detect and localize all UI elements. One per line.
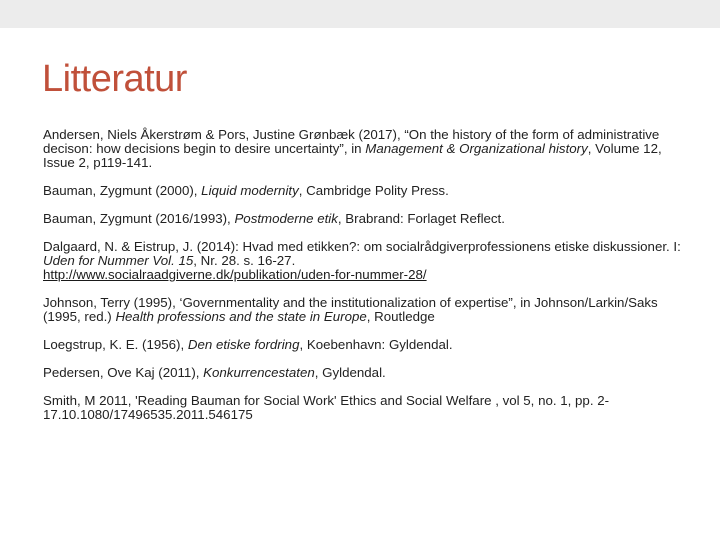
reference-title: Uden for Nummer Vol. 15 bbox=[43, 253, 194, 268]
reference-text: , Routledge bbox=[366, 309, 435, 324]
reference-text: Bauman, Zygmunt (2000), bbox=[43, 183, 202, 198]
reference-item bbox=[43, 338, 683, 352]
reference-text: Johnson, Terry (1995), ‘Governmentality and the institutionalization of expertise”, in Johnson/Larkin/Saks (1995, red.) bbox=[43, 295, 658, 324]
slide-title: Litteratur bbox=[42, 58, 187, 100]
reference-text: Pedersen, Ove Kaj (2011), bbox=[43, 365, 204, 380]
reference-item bbox=[43, 394, 683, 422]
reference-title: Liquid modernity bbox=[201, 183, 299, 198]
reference-text: , Brabrand: Forlaget Reflect. bbox=[337, 211, 505, 226]
reference-item bbox=[43, 240, 683, 282]
reference-item bbox=[43, 212, 683, 226]
reference-link[interactable]: http://www.socialraadgiverne.dk/publikation/uden-for-nummer-28/ bbox=[43, 267, 427, 282]
reference-title: Management & Organizational history bbox=[365, 141, 588, 156]
reference-text: Dalgaard, N. & Eistrup, J. (2014): Hvad med etikken?: om socialrådgiverprofessionens etiske diskussioner. I: bbox=[43, 239, 681, 254]
reference-text: Smith, M 2011, 'Reading Bauman for Social Work' Ethics and Social Welfare , vol 5, no. 1, pp. 2-17.10.1080/17496535.2011.546175 bbox=[43, 393, 610, 422]
reference-text: , Cambridge Polity Press. bbox=[298, 183, 449, 198]
reference-text: Bauman, Zygmunt (2016/1993), bbox=[43, 211, 235, 226]
reference-text: , Volume 12, Issue 2, p119-141. bbox=[43, 141, 662, 170]
reference-title: Health professions and the state in Europe bbox=[115, 309, 367, 324]
reference-item bbox=[43, 128, 683, 170]
reference-title: Den etiske fordring bbox=[187, 337, 300, 352]
reference-title: Konkurrencestaten bbox=[203, 365, 315, 380]
reference-item bbox=[43, 296, 683, 324]
reference-item bbox=[43, 366, 683, 380]
reference-item bbox=[43, 184, 683, 198]
reference-text: Andersen, Niels Åkerstrøm & Pors, Justine Grønbæk (2017), “On the history of the form of administrative decison: how decisions begin to desire uncertainty”, in bbox=[43, 127, 660, 156]
reference-title: Postmoderne etik bbox=[234, 211, 338, 226]
top-band bbox=[0, 0, 720, 28]
reference-text: , Nr. 28. s. 16-27. bbox=[193, 253, 296, 268]
reference-list bbox=[43, 128, 683, 436]
reference-text: , Gyldendal. bbox=[314, 365, 386, 380]
reference-text: , Koebenhavn: Gyldendal. bbox=[299, 337, 453, 352]
reference-text: Loegstrup, K. E. (1956), bbox=[43, 337, 188, 352]
